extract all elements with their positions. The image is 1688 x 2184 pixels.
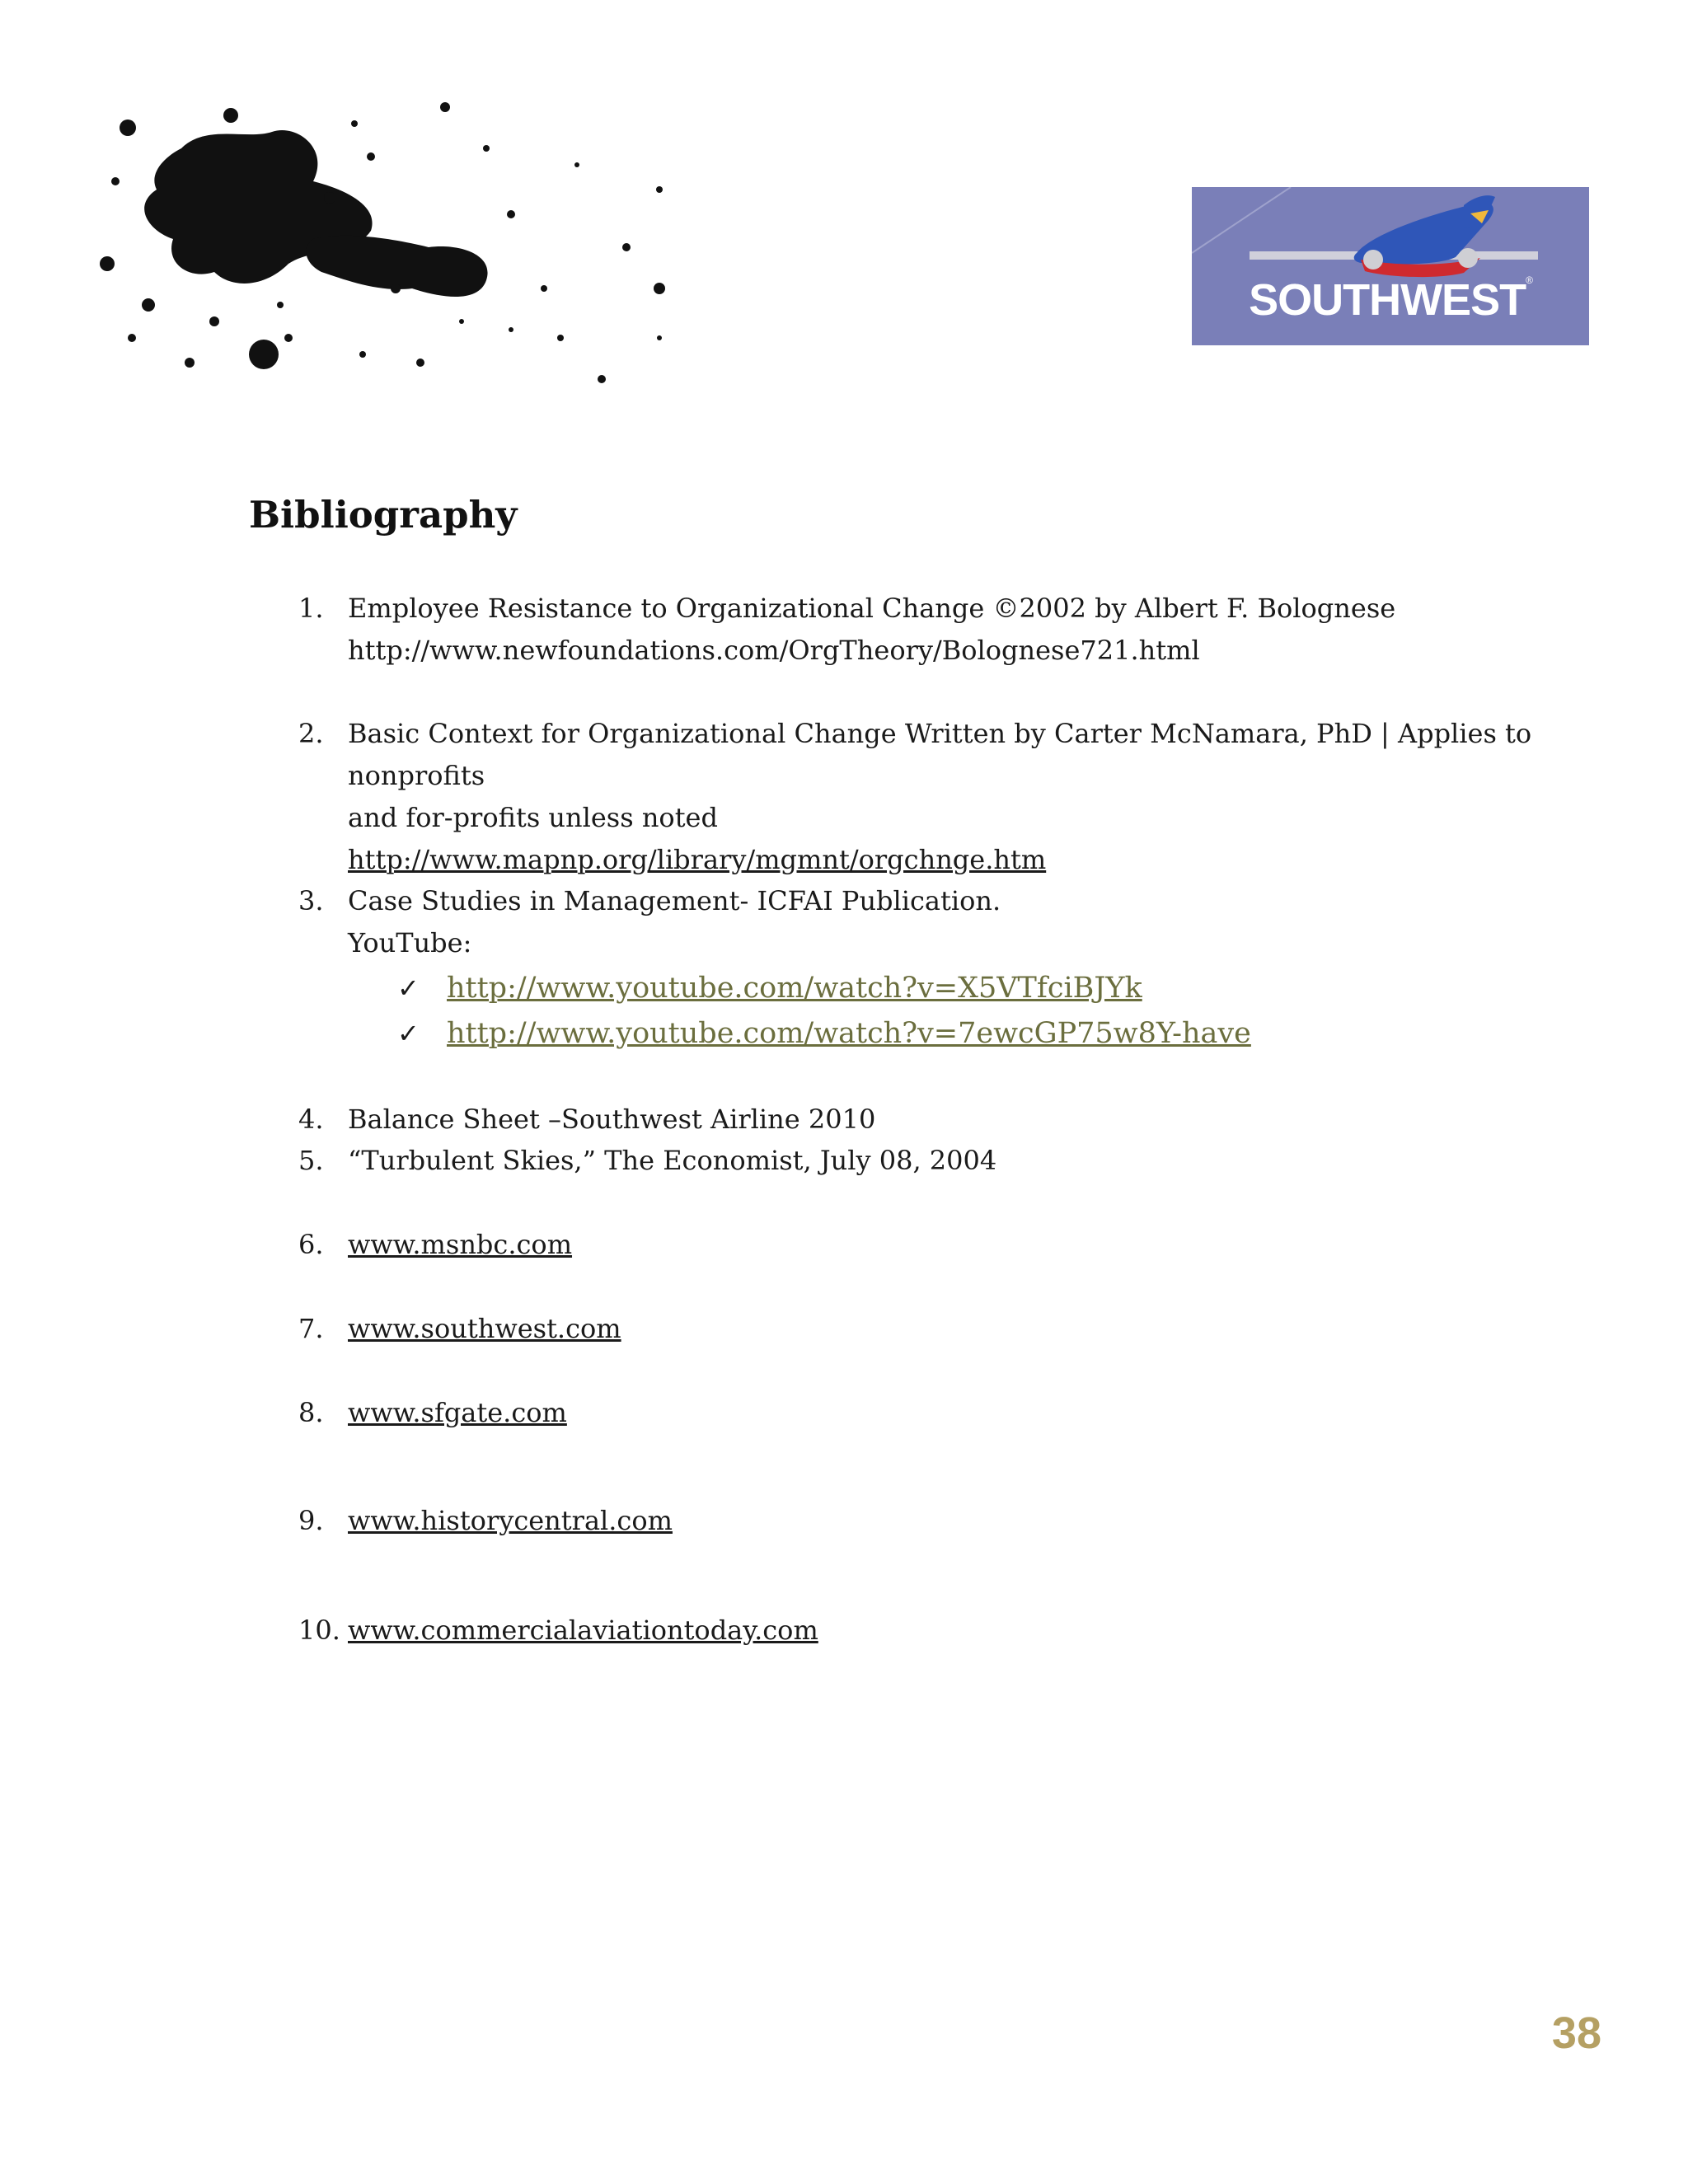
entry-link[interactable]: www.sfgate.com (348, 1397, 567, 1428)
entry-link[interactable]: www.historycentral.com (348, 1505, 673, 1536)
page-number: 38 (1551, 2008, 1601, 2058)
entry-text: and for-profits unless noted (348, 802, 718, 833)
entry-text: YouTube: (348, 927, 472, 958)
bibliography-entry-6 (298, 1224, 1584, 1266)
checkmark-icon: ✓ (397, 1018, 420, 1049)
entry-number: 2. (298, 718, 324, 749)
entry-number: 10. (298, 1615, 340, 1646)
page-title: Bibliography (249, 493, 518, 537)
entry-text: Balance Sheet –Southwest Airline 2010 (348, 1104, 876, 1135)
entry-text: Employee Resistance to Organizational Change ©2002 by Albert F. Bolognese (348, 593, 1396, 624)
entry-number: 3. (298, 885, 324, 916)
entry-url: http://www.newfoundations.com/OrgTheory/Bolognese721.html (348, 635, 1200, 666)
entry-number: 7. (298, 1313, 324, 1344)
checkmark-icon: ✓ (397, 972, 420, 1004)
bibliography-entry-7 (298, 1308, 1584, 1350)
entry-number: 4. (298, 1104, 324, 1135)
entry-number: 8. (298, 1397, 324, 1428)
youtube-link-item-2 (397, 1011, 1251, 1056)
bibliography-entry-1 (298, 588, 1584, 672)
bibliography-entry-5 (298, 1140, 1584, 1182)
entry-link[interactable]: http://www.mapnp.org/library/mgmnt/orgchnge.htm (348, 844, 1047, 875)
youtube-link[interactable]: http://www.youtube.com/watch?v=X5VTfciBJYk (447, 972, 1142, 1005)
entry-number: 9. (298, 1505, 324, 1536)
bibliography-entry-8 (298, 1392, 1584, 1434)
bibliography-entry-2 (298, 713, 1584, 881)
entry-link[interactable]: www.commercialaviationtoday.com (348, 1615, 818, 1646)
youtube-link-item-1 (397, 966, 1142, 1010)
southwest-logo-text: SOUTHWEST® (1249, 274, 1532, 325)
bibliography-entry-9 (298, 1500, 1584, 1542)
entry-text: “Turbulent Skies,” The Economist, July 08, 2004 (348, 1145, 997, 1176)
entry-text: Case Studies in Management- ICFAI Publication. (348, 885, 1001, 916)
entry-number: 6. (298, 1229, 324, 1260)
entry-link[interactable]: www.southwest.com (348, 1313, 621, 1344)
bibliography-entry-10 (298, 1610, 1584, 1652)
bibliography-entry-4 (298, 1099, 1584, 1141)
bibliography-entry-3 (298, 880, 1584, 964)
entry-text: Basic Context for Organizational Change Written by Carter McNamara, PhD | Applies to nonprofits (348, 718, 1532, 791)
youtube-link[interactable]: http://www.youtube.com/watch?v=7ewcGP75w8Y-have (447, 1017, 1251, 1050)
entry-number: 5. (298, 1145, 324, 1176)
ink-splatter-decoration (82, 91, 692, 420)
southwest-logo (1192, 187, 1589, 345)
entry-link[interactable]: www.msnbc.com (348, 1229, 573, 1260)
entry-number: 1. (298, 593, 324, 624)
